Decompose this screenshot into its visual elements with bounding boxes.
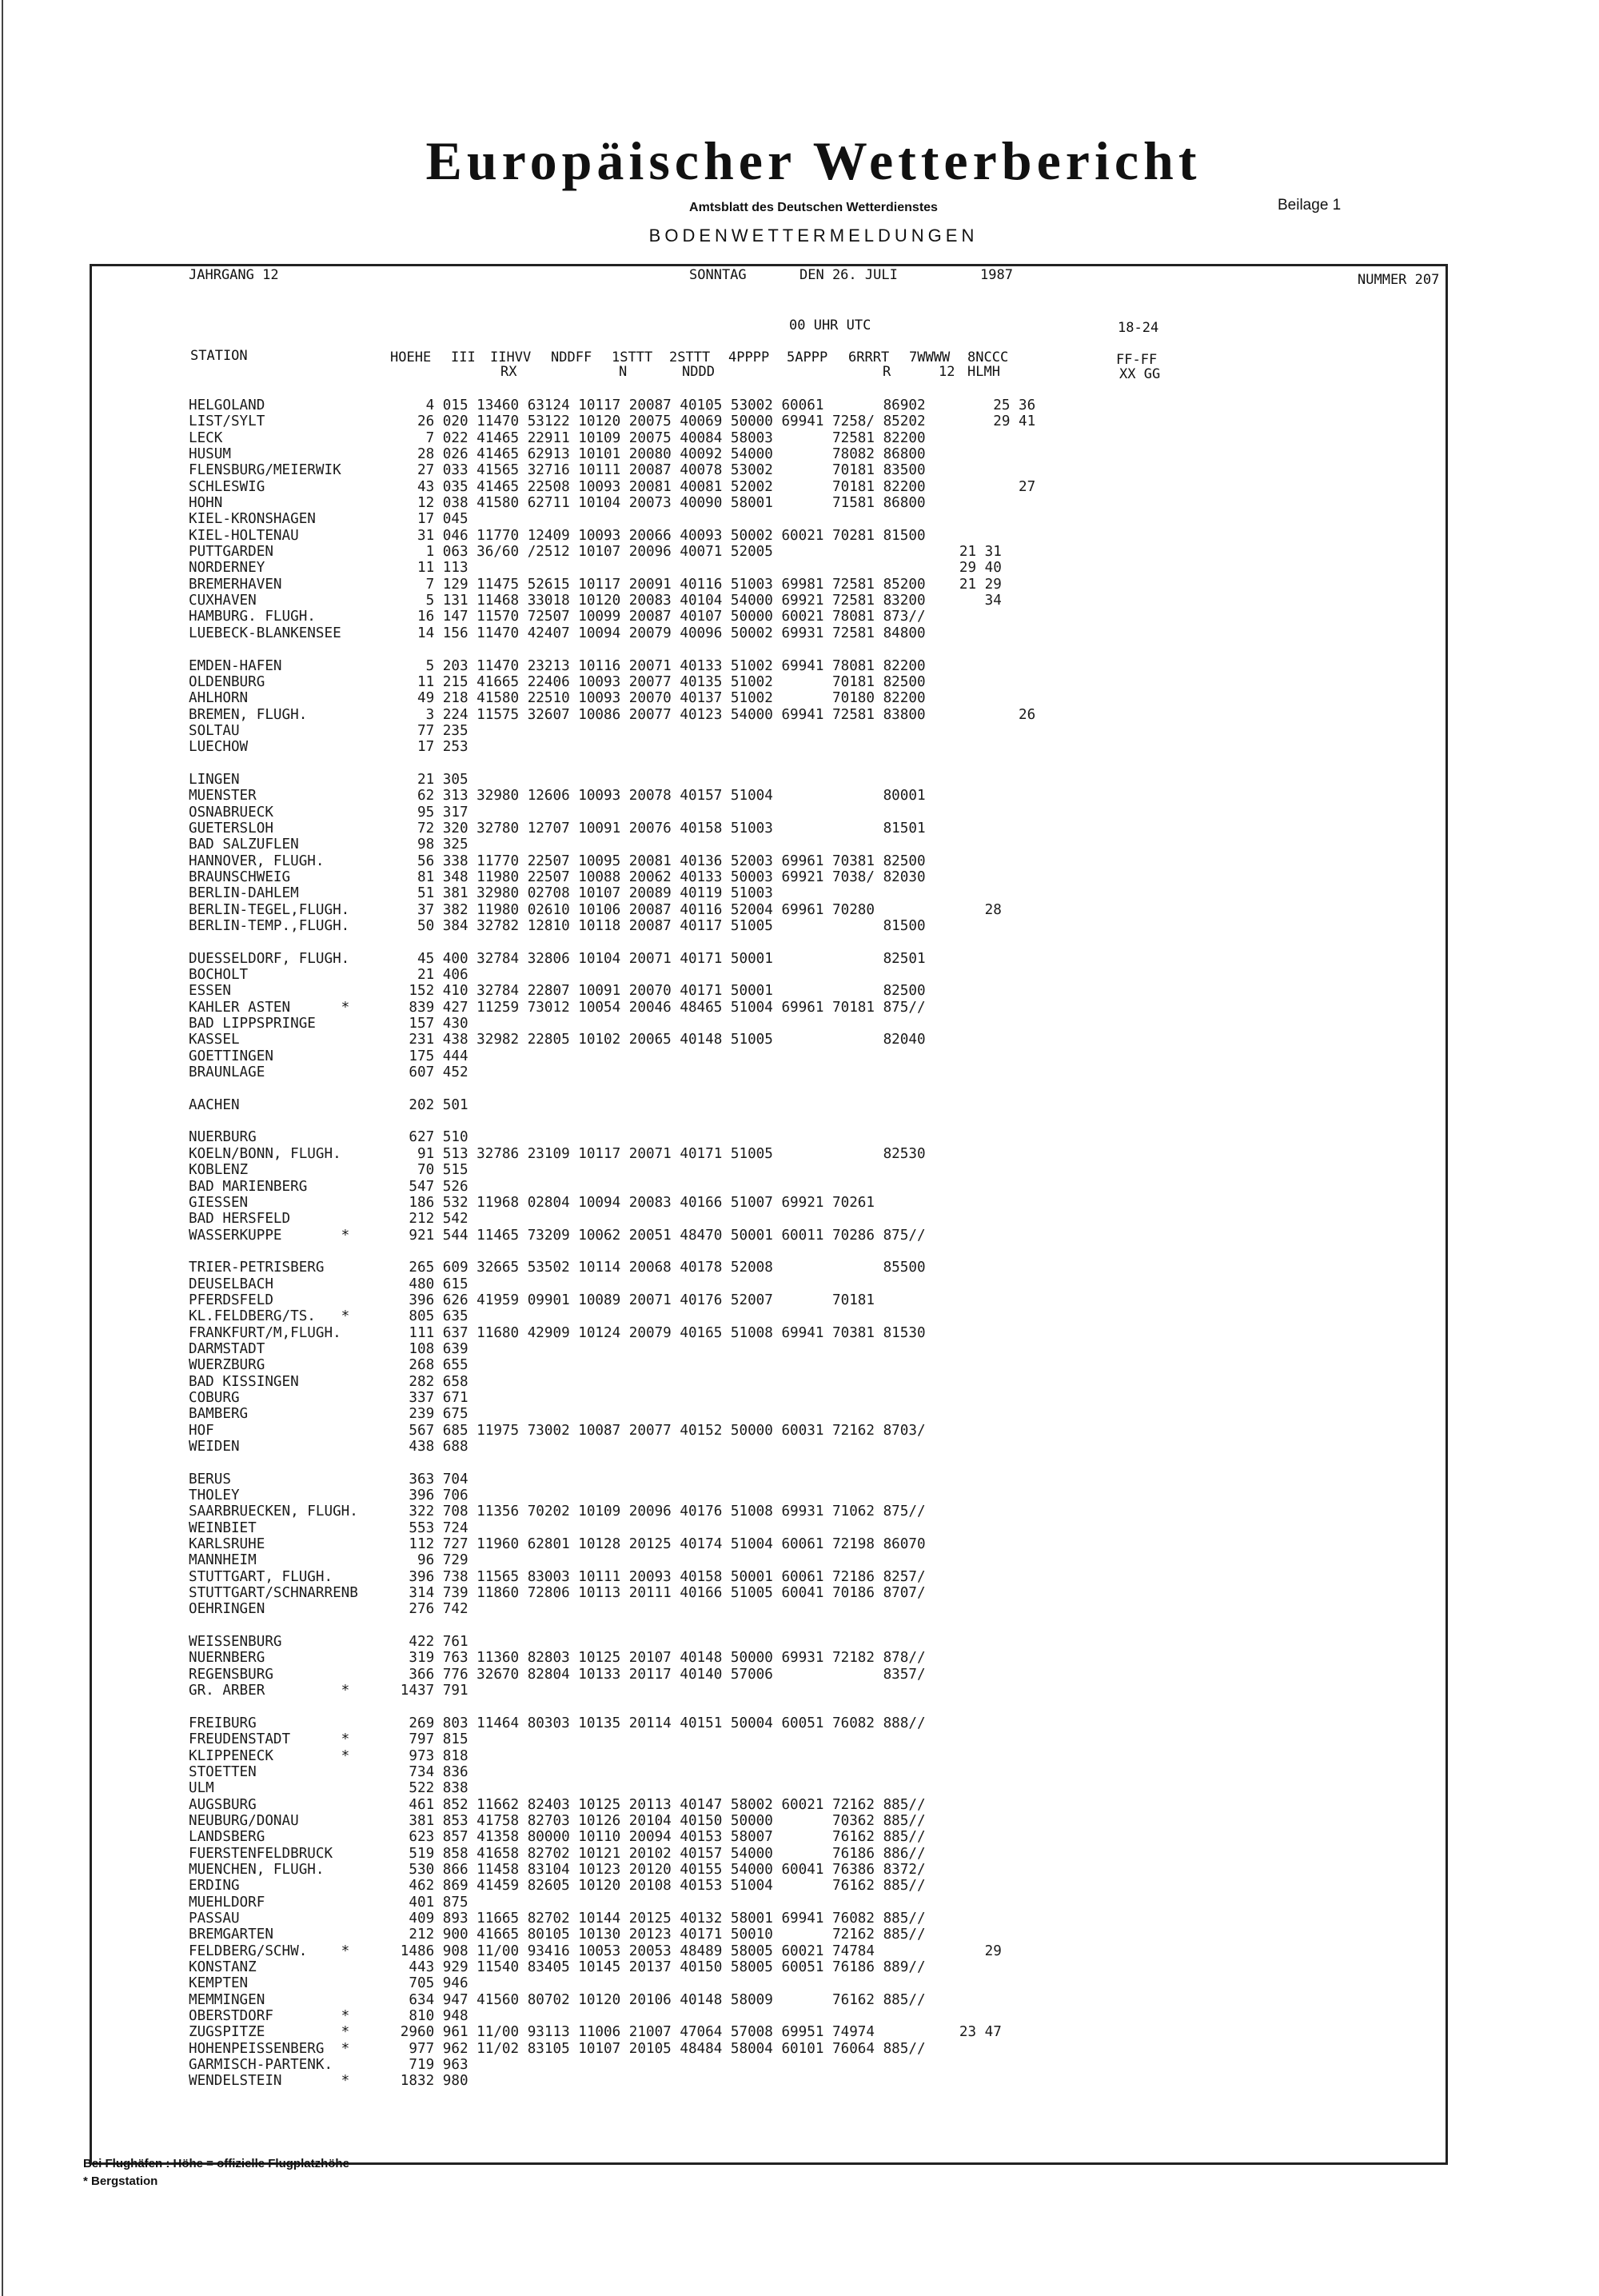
station-row: AHLHORN 49 218 41580 22510 10093 20070 40137 51002 70180 82200 [189, 690, 926, 707]
station-row: OSNABRUECK 95 317 [189, 804, 469, 821]
station-row: REGENSBURG 366 776 32670 82804 10133 20117 40140 57006 8357/ [189, 1666, 926, 1683]
station-row: WASSERKUPPE * 921 544 11465 73209 10062 20051 48470 50001 60011 70286 875// [189, 1227, 926, 1244]
station-row: BREMEN, FLUGH. 3 224 11575 32607 10086 20077 40123 54000 69941 72581 83800 26 [189, 706, 1036, 723]
station-row: BERLIN-DAHLEM 51 381 32980 02708 10107 20089 40119 51003 [189, 885, 773, 902]
station-row: BERLIN-TEMP.,FLUGH. 50 384 32782 12810 10118 20087 40117 51005 81500 [189, 918, 926, 934]
station-row: GIESSEN 186 532 11968 02804 10094 20083 40166 51007 69921 70261 [189, 1194, 875, 1211]
station-row: ERDING 462 869 41459 82605 10120 20108 40153 51004 76162 885// [189, 1878, 926, 1895]
station-row: BRAUNLAGE 607 452 [189, 1064, 469, 1081]
station-row: KIEL-KRONSHAGEN 17 045 [189, 511, 469, 528]
station-row: CUXHAVEN 5 131 11468 33018 10120 20083 40104 54000 69921 72581 83200 34 [189, 593, 1002, 609]
station-row: THOLEY 396 706 [189, 1487, 469, 1504]
station-row: PUTTGARDEN 1 063 36/60 /2512 10107 20096 40071 52005 21 31 [189, 544, 1002, 561]
col-sub-hlmh: HLMH [967, 364, 1000, 380]
station-row: FRANKFURT/M,FLUGH. 111 637 11680 42909 10124 20079 40165 51008 69941 70381 81530 [189, 1324, 926, 1341]
page-subtitle: Amtsblatt des Deutschen Wetterdienstes [689, 201, 938, 214]
station-row: LIST/SYLT 26 020 11470 53122 10120 20075 40069 50000 69941 7258/ 85202 29 41 [189, 413, 1036, 430]
footnote-airport: Bei Flughäfen : Höhe = offizielle Flugplatzhöhe [83, 2157, 349, 2170]
station-row: LUECHOW 17 253 [189, 739, 469, 756]
station-row: DUESSELDORF, FLUGH. 45 400 32784 32806 10104 20071 40171 50001 82501 [189, 950, 926, 967]
station-row: SAARBRUECKEN, FLUGH. 322 708 11356 70202 10109 20096 40176 51008 69931 71062 875// [189, 1503, 926, 1520]
station-row: ESSEN 152 410 32784 22807 10091 20070 40171 50001 82500 [189, 983, 926, 1000]
supplement-label: Beilage 1 [1278, 197, 1342, 214]
station-row: HUSUM 28 026 41465 62913 10101 20080 40092 54000 78082 86800 [189, 446, 926, 463]
col-8nccc: 8NCCC [967, 349, 1009, 365]
station-row: PASSAU 409 893 11665 82702 10144 20125 40132 58001 69941 76082 885// [189, 1910, 926, 1927]
station-row: BRAUNSCHWEIG 81 348 11980 22507 10088 20062 40133 50003 69921 7038/ 82030 [189, 868, 926, 885]
station-row: STOETTEN 734 836 [189, 1763, 469, 1780]
station-row: BAD MARIENBERG 547 526 [189, 1178, 469, 1195]
station-row: BOCHOLT 21 406 [189, 967, 469, 984]
col-4pppp: 4PPPP [728, 349, 770, 365]
station-row: MANNHEIM 96 729 [189, 1552, 469, 1569]
page-title: Europäischer Wetterbericht [425, 130, 1202, 191]
station-row: KASSEL 231 438 32982 22805 10102 20065 40148 51005 82040 [189, 1032, 926, 1048]
station-row: LECK 7 022 41465 22911 10109 20075 40084 58003 72581 82200 [189, 429, 926, 446]
station-row: MUEHLDORF 401 875 [189, 1894, 469, 1911]
station-row: WENDELSTEIN * 1832 980 [189, 2073, 469, 2090]
station-row: HANNOVER, FLUGH. 56 338 11770 22507 10095 20081 40136 52003 69961 70381 82500 [189, 853, 926, 869]
station-row: SOLTAU 77 235 [189, 722, 469, 739]
station-row: WEIDEN 438 688 [189, 1439, 469, 1455]
station-row: LANDSBERG 623 857 41358 80000 10110 20094 40153 58007 76162 885// [189, 1829, 926, 1846]
col-1sttt: 1STTT [612, 349, 653, 365]
station-row: GARMISCH-PARTENK. 719 963 [189, 2057, 469, 2074]
station-row: BAMBERG 239 675 [189, 1406, 469, 1423]
station-row: BREMGARTEN 212 900 41665 80105 10130 20123 40171 50010 72162 885// [189, 1927, 926, 1943]
station-row: AACHEN 202 501 [189, 1096, 469, 1113]
station-row: KLIPPENECK * 973 818 [189, 1747, 469, 1764]
station-row: FREIBURG 269 803 11464 80303 10135 20114 40151 50004 60051 76082 888// [189, 1715, 926, 1731]
station-row: HOHN 12 038 41580 62711 10104 20073 40090 58001 71581 86800 [189, 495, 926, 512]
col-sub-r: R [883, 364, 891, 380]
station-row: BAD LIPPSPRINGE 157 430 [189, 1016, 469, 1032]
station-row: OEHRINGEN 276 742 [189, 1601, 469, 1618]
jahrgang-label: JAHRGANG 12 [189, 267, 279, 283]
station-row: LUEBECK-BLANKENSEE 14 156 11470 42407 10094 20079 40096 50002 69931 72581 84800 [189, 625, 926, 641]
station-row: NUERNBERG 319 763 11360 82803 10125 20107 40148 50000 69931 72182 878// [189, 1650, 926, 1667]
station-row: KONSTANZ 443 929 11540 83405 10145 20137 40150 58005 60051 76186 889// [189, 1959, 926, 1975]
station-row: HELGOLAND 4 015 13460 63124 10117 20087 40105 53002 60061 86902 25 36 [189, 397, 1036, 413]
col-2sttt: 2STTT [669, 349, 711, 365]
section-heading: BODENWETTERMELDUNGEN [648, 226, 979, 246]
station-row: KEMPTEN 705 946 [189, 1975, 469, 1992]
station-row: AUGSBURG 461 852 11662 82403 10125 20113 40147 58002 60021 72162 885// [189, 1796, 926, 1813]
col-sub-n: N [619, 364, 628, 380]
station-row: BAD SALZUFLEN 98 325 [189, 837, 469, 853]
station-data-table [189, 397, 1412, 2109]
col-sub-xxgg: XX GG [1119, 366, 1161, 382]
station-row: LINGEN 21 305 [189, 771, 469, 788]
station-row: ULM 522 838 [189, 1780, 469, 1797]
station-row: PFERDSFELD 396 626 41959 09901 10089 20071 40176 52007 70181 [189, 1292, 875, 1308]
station-row: FELDBERG/SCHW. * 1486 908 11/00 93416 10053 20053 48489 58005 60021 74784 29 [189, 1943, 1002, 1959]
station-row: NUERBURG 627 510 [189, 1129, 469, 1146]
station-row: TRIER-PETRISBERG 265 609 32665 53502 10114 20068 40178 52008 85500 [189, 1260, 926, 1276]
station-row: EMDEN-HAFEN 5 203 11470 23213 10116 20071 40133 51002 69941 78081 82200 [189, 657, 926, 674]
station-row: KIEL-HOLTENAU 31 046 11770 12409 10093 20066 40093 50002 60021 70281 81500 [189, 527, 926, 544]
station-row: GOETTINGEN 175 444 [189, 1048, 469, 1064]
station-row: BAD KISSINGEN 282 658 [189, 1373, 469, 1390]
date-label: DEN 26. JULI [800, 267, 898, 283]
col-sub-rx: RX [500, 364, 517, 380]
col-sub-12: 12 [939, 364, 955, 380]
station-row: HAMBURG. FLUGH. 16 147 11570 72507 10099 20087 40107 50000 60021 78081 873// [189, 609, 926, 625]
station-row: STUTTGART/SCHNARRENB 314 739 11860 72806 10113 20111 40166 51005 60041 70186 8707/ [189, 1585, 926, 1602]
station-row: KOBLENZ 70 515 [189, 1162, 469, 1179]
station-row: WEINBIET 553 724 [189, 1519, 469, 1536]
footnote-mountain: * Bergstation [83, 2174, 158, 2188]
scan-edge-line [2, 0, 3, 2296]
station-row: WUERZBURG 268 655 [189, 1357, 469, 1374]
station-row: STUTTGART, FLUGH. 396 738 11565 83003 10111 20093 40158 50001 60061 72186 8257/ [189, 1568, 926, 1585]
col-ff: FF-FF [1116, 352, 1158, 368]
station-row: SCHLESWIG 43 035 41465 22508 10093 20081 40081 52002 70181 82200 27 [189, 478, 1036, 495]
station-row: GUETERSLOH 72 320 32780 12707 10091 20076 40158 51003 81501 [189, 820, 926, 837]
col-5appp: 5APPP [787, 349, 828, 365]
col-nddff: NDDFF [551, 349, 592, 365]
col-sub-nddd: NDDD [682, 364, 715, 380]
station-row: NEUBURG/DONAU 381 853 41758 82703 10126 20104 40150 50000 70362 885// [189, 1812, 926, 1829]
station-row: HOHENPEISSENBERG * 977 962 11/02 83105 10107 20105 48484 58004 60101 76064 885// [189, 2040, 926, 2057]
col-iii: III [451, 349, 476, 365]
col-7wwww: 7WWWW [909, 349, 951, 365]
weekday-label: SONNTAG [689, 267, 747, 283]
station-row: DEUSELBACH 480 615 [189, 1276, 469, 1292]
col-6rrrt: 6RRRT [848, 349, 890, 365]
station-row: KOELN/BONN, FLUGH. 91 513 32786 23109 10117 20071 40171 51005 82530 [189, 1145, 926, 1162]
station-row: MEMMINGEN 634 947 41560 80702 10120 20106 40148 58009 76162 885// [189, 1991, 926, 2008]
station-row: FUERSTENFELDBRUCK 519 858 41658 82702 10121 20102 40157 54000 76186 886// [189, 1845, 926, 1862]
station-row: KARLSRUHE 112 727 11960 62801 10128 20125 40174 51004 60061 72198 86070 [189, 1536, 926, 1553]
station-row: KL.FELDBERG/TS. * 805 635 [189, 1308, 469, 1325]
station-row: HOF 567 685 11975 73002 10087 20077 40152 50000 60031 72162 8703/ [189, 1422, 926, 1439]
station-row: ZUGSPITZE * 2960 961 11/00 93113 11006 21007 47064 57008 69951 74974 23 47 [189, 2024, 1002, 2041]
observation-time: 00 UHR UTC [789, 317, 871, 333]
station-row: COBURG 337 671 [189, 1389, 469, 1406]
station-row: MUENCHEN, FLUGH. 530 866 11458 83104 10123 20120 40155 54000 60041 76386 8372/ [189, 1861, 926, 1878]
station-row: FREUDENSTADT * 797 815 [189, 1731, 469, 1748]
col-hoehe: HOEHE [390, 349, 432, 365]
col-iihvv: IIHVV [490, 349, 532, 365]
station-row: WEISSENBURG 422 761 [189, 1634, 469, 1651]
col-station: STATION [190, 348, 248, 364]
station-row: GR. ARBER * 1437 791 [189, 1683, 469, 1699]
station-row: OBERSTDORF * 810 948 [189, 2008, 469, 2025]
station-row: NORDERNEY 11 113 29 40 [189, 560, 1002, 577]
station-row: BAD HERSFELD 212 542 [189, 1211, 469, 1228]
station-row: OLDENBURG 11 215 41665 22406 10093 20077 40135 51002 70181 82500 [189, 673, 926, 690]
station-row: BERUS 363 704 [189, 1471, 469, 1487]
station-row: FLENSBURG/MEIERWIK 27 033 41565 32716 10111 20087 40078 53002 70181 83500 [189, 462, 926, 479]
station-row: MUENSTER 62 313 32980 12606 10093 20078 40157 51004 80001 [189, 788, 926, 805]
station-row: DARMSTADT 108 639 [189, 1340, 469, 1357]
station-row: BREMERHAVEN 7 129 11475 52615 10117 20091 40116 51003 69981 72581 85200 21 29 [189, 576, 1002, 593]
station-row: KAHLER ASTEN * 839 427 11259 73012 10054 20046 48465 51004 69961 70181 875// [189, 999, 926, 1016]
year-label: 1987 [980, 267, 1013, 283]
station-row: BERLIN-TEGEL,FLUGH. 37 382 11980 02610 10106 20087 40116 52004 69961 70280 28 [189, 901, 1002, 918]
period-label: 18-24 [1118, 320, 1159, 336]
issue-number: NUMMER 207 [1358, 272, 1440, 288]
